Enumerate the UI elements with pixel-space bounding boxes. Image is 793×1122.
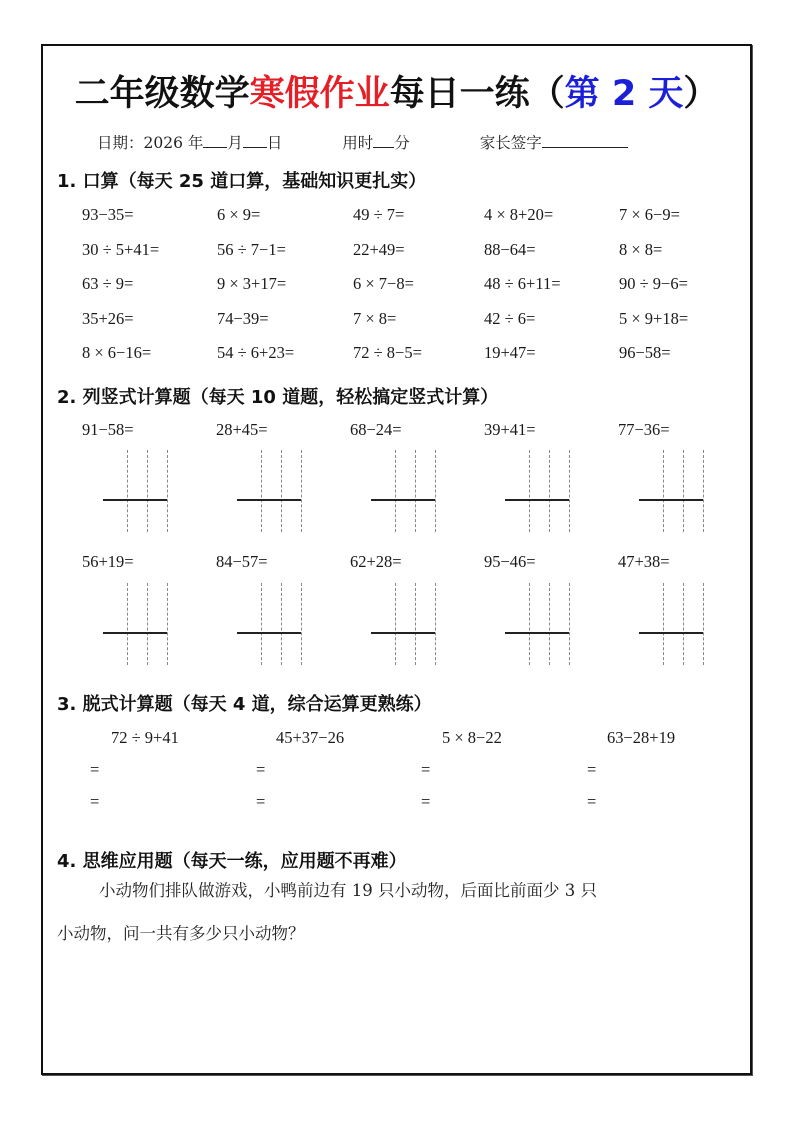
mental-item: 4 × 8+20= xyxy=(484,205,554,224)
mental-item: 56 ÷ 7−1= xyxy=(217,240,286,259)
vertical-item: 77−36= xyxy=(618,420,670,439)
sign-blank[interactable] xyxy=(542,133,628,148)
equals-step: = xyxy=(587,792,597,811)
step-item: 72 ÷ 9+41 xyxy=(111,728,179,747)
mental-item: 88−64= xyxy=(484,240,536,259)
vertical-item: 95−46= xyxy=(484,552,536,571)
mental-item: 72 ÷ 8−5= xyxy=(353,343,422,362)
mental-item: 63 ÷ 9= xyxy=(82,274,134,293)
mental-item: 93−35= xyxy=(82,205,134,224)
month-blank[interactable] xyxy=(203,133,227,148)
mental-item: 6 × 7−8= xyxy=(353,274,414,293)
vertical-item: 28+45= xyxy=(216,420,268,439)
day-blank[interactable] xyxy=(243,133,267,148)
section4-heading: 4. 思维应用题（每天一练，应用题不再难） xyxy=(57,851,407,872)
mental-item: 6 × 9= xyxy=(217,205,261,224)
vertical-item: 56+19= xyxy=(82,552,134,571)
problem-line-1: 小动物们排队做游戏，小鸭前边有 19 只小动物，后面比前面少 3 只 xyxy=(99,881,597,900)
day-label: 日 xyxy=(266,134,283,152)
vertical-calc-area[interactable] xyxy=(103,450,173,532)
vertical-calc-area[interactable] xyxy=(371,583,441,665)
mental-item: 74−39= xyxy=(217,309,269,328)
title-close: ） xyxy=(683,74,719,114)
step-item: 63−28+19 xyxy=(607,728,676,747)
mental-item: 42 ÷ 6= xyxy=(484,309,536,328)
mental-item: 54 ÷ 6+23= xyxy=(217,343,295,362)
minute-label: 分 xyxy=(394,134,410,152)
section2-heading: 2. 列竖式计算题（每天 10 道题，轻松搞定竖式计算） xyxy=(57,387,499,408)
vertical-item: 68−24= xyxy=(350,420,402,439)
vertical-item: 84−57= xyxy=(216,552,268,571)
mental-item: 22+49= xyxy=(353,240,405,259)
word-problem xyxy=(57,869,739,955)
problem-line-2: 小动物，问一共有多少只小动物？ xyxy=(57,924,305,943)
title-homework: 寒假作业 xyxy=(249,74,390,114)
vertical-calc-area[interactable] xyxy=(237,450,307,532)
month-label: 月 xyxy=(227,134,243,152)
mental-item: 48 ÷ 6+11= xyxy=(484,274,561,293)
step-item: 5 × 8−22 xyxy=(442,728,502,747)
time-blank[interactable] xyxy=(373,133,394,148)
equals-step: = xyxy=(256,792,266,811)
title-grade: 二年级数学 xyxy=(74,74,250,114)
title-daily: 每日一练（ xyxy=(389,74,565,114)
vertical-calc-area[interactable] xyxy=(505,583,575,665)
page-title xyxy=(0,66,793,116)
sign-label: 家长签字 xyxy=(479,134,542,152)
date-label: 日期：2026 年 xyxy=(97,134,204,152)
mental-item: 5 × 9+18= xyxy=(619,309,689,328)
vertical-calc-area[interactable] xyxy=(103,583,173,665)
section1-heading: 1. 口算（每天 25 道口算，基础知识更扎实） xyxy=(57,171,427,192)
mental-item: 90 ÷ 9−6= xyxy=(619,274,688,293)
vertical-calc-area[interactable] xyxy=(639,583,709,665)
mental-item: 19+47= xyxy=(484,343,536,362)
equals-step: = xyxy=(256,760,266,779)
vertical-calc-area[interactable] xyxy=(639,450,709,532)
equals-step: = xyxy=(90,760,100,779)
vertical-item: 47+38= xyxy=(618,552,670,571)
header-info-line xyxy=(97,131,628,153)
vertical-calc-area[interactable] xyxy=(505,450,575,532)
vertical-item: 91−58= xyxy=(82,420,134,439)
equals-step: = xyxy=(587,760,597,779)
vertical-item: 39+41= xyxy=(484,420,536,439)
title-day: 第 2 天 xyxy=(564,74,684,114)
vertical-item: 62+28= xyxy=(350,552,402,571)
equals-step: = xyxy=(421,792,431,811)
mental-item: 8 × 6−16= xyxy=(82,343,152,362)
mental-item: 7 × 6−9= xyxy=(619,205,680,224)
mental-item: 8 × 8= xyxy=(619,240,663,259)
mental-item: 96−58= xyxy=(619,343,671,362)
mental-item: 30 ÷ 5+41= xyxy=(82,240,160,259)
mental-item: 49 ÷ 7= xyxy=(353,205,405,224)
mental-item: 7 × 8= xyxy=(353,309,397,328)
equals-step: = xyxy=(90,792,100,811)
vertical-calc-area[interactable] xyxy=(371,450,441,532)
mental-item: 35+26= xyxy=(82,309,134,328)
equals-step: = xyxy=(421,760,431,779)
section3-heading: 3. 脱式计算题（每天 4 道，综合运算更熟练） xyxy=(57,694,432,715)
step-item: 45+37−26 xyxy=(276,728,345,747)
time-label: 用时 xyxy=(342,134,374,152)
mental-item: 9 × 3+17= xyxy=(217,274,287,293)
vertical-calc-area[interactable] xyxy=(237,583,307,665)
